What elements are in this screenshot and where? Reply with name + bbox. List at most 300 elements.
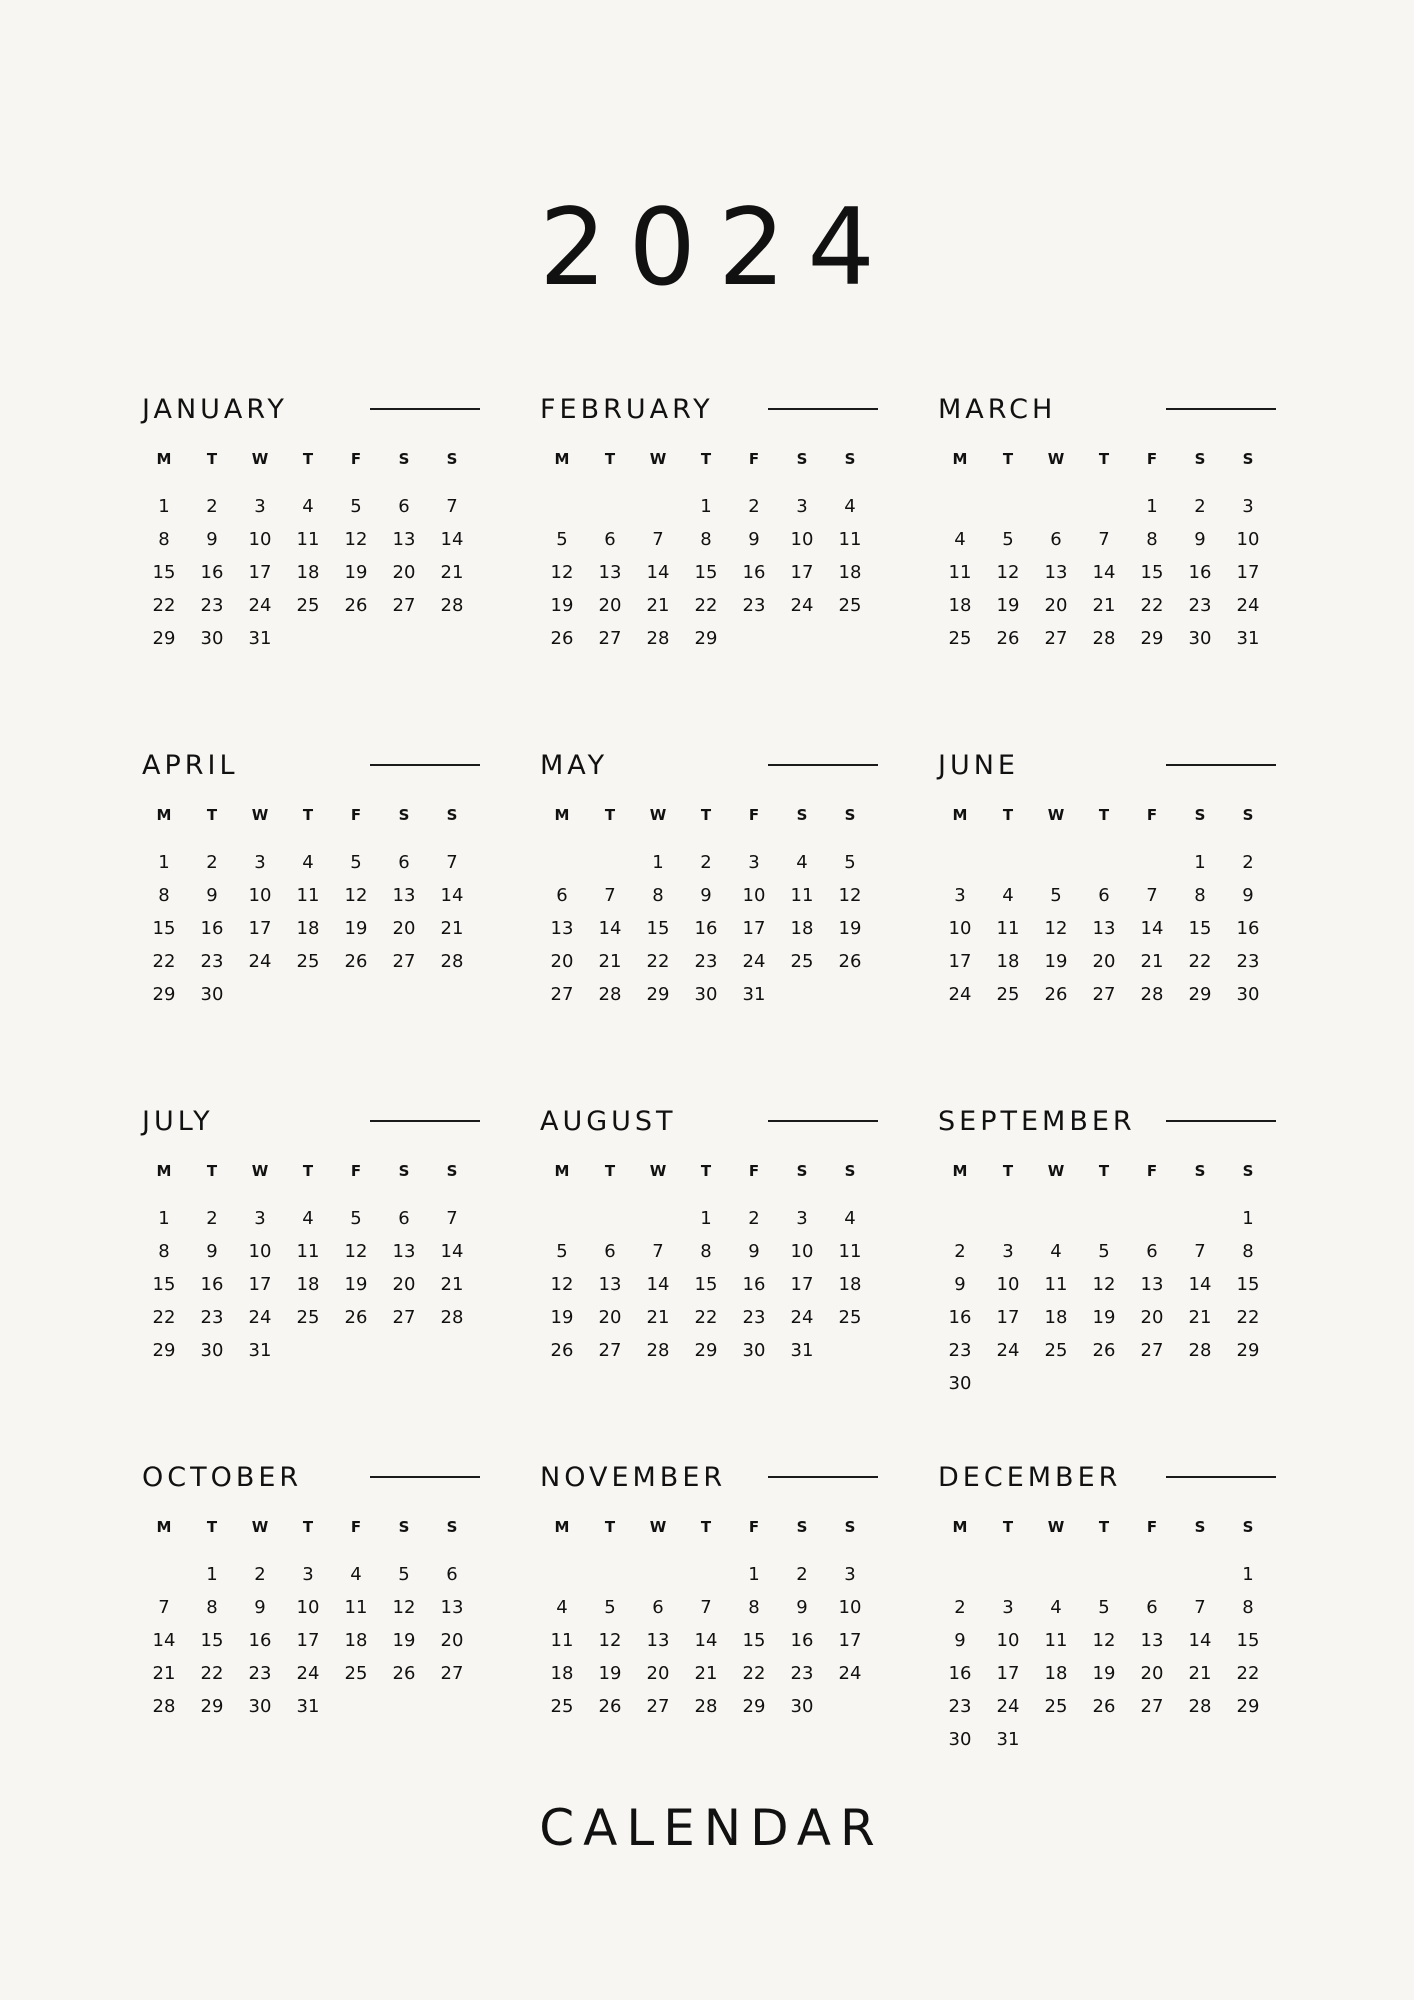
day-cell: 28	[694, 1696, 718, 1717]
day-cell: 22	[1140, 595, 1164, 616]
weekday-label: T	[206, 806, 218, 824]
day-cell: 12	[344, 529, 368, 550]
day-cell: 26	[838, 951, 862, 972]
day-cell: 4	[556, 1597, 568, 1618]
day-cell: 19	[838, 918, 862, 939]
day-cell: 5	[556, 529, 568, 550]
day-cell: 13	[550, 918, 574, 939]
day-cell: 25	[1044, 1696, 1068, 1717]
day-cell: 29	[152, 628, 176, 649]
day-cell: 5	[844, 852, 856, 873]
day-cell: 12	[550, 1274, 574, 1295]
day-cell: 20	[392, 1274, 416, 1295]
day-cell: 23	[1236, 951, 1260, 972]
day-cell: 20	[1044, 595, 1068, 616]
month-divider	[1166, 1120, 1276, 1122]
weekday-label: T	[604, 1518, 616, 1536]
day-cell: 16	[742, 562, 766, 583]
day-cell: 7	[652, 529, 664, 550]
day-cell: 3	[796, 496, 808, 517]
weekday-label: S	[398, 450, 410, 468]
day-cell: 29	[1188, 984, 1212, 1005]
month-header	[936, 746, 1276, 786]
days-grid	[936, 1558, 1276, 1756]
day-cell: 8	[158, 1241, 170, 1262]
day-cell: 21	[646, 1307, 670, 1328]
day-cell: 8	[158, 885, 170, 906]
day-cell: 9	[700, 885, 712, 906]
weekday-label: F	[748, 1162, 760, 1180]
weekday-label: W	[251, 806, 269, 824]
day-cell: 16	[200, 918, 224, 939]
month-november	[538, 1458, 878, 1814]
month-divider	[370, 1476, 480, 1478]
day-cell: 22	[200, 1663, 224, 1684]
day-cell: 27	[598, 1340, 622, 1361]
weekday-label: T	[604, 806, 616, 824]
weekday-label: T	[302, 1518, 314, 1536]
day-cell: 6	[398, 1208, 410, 1229]
day-cell: 21	[598, 951, 622, 972]
day-cell: 14	[646, 562, 670, 583]
day-cell: 13	[1092, 918, 1116, 939]
day-cell: 12	[392, 1597, 416, 1618]
day-cell: 30	[1188, 628, 1212, 649]
day-cell: 8	[206, 1597, 218, 1618]
day-cell: 27	[1092, 984, 1116, 1005]
weekday-label: F	[1146, 450, 1158, 468]
day-cell: 11	[1044, 1630, 1068, 1651]
days-grid	[538, 846, 878, 1011]
day-cell: 3	[302, 1564, 314, 1585]
day-cell: 4	[302, 496, 314, 517]
day-cell: 22	[152, 1307, 176, 1328]
day-cell: 1	[700, 496, 712, 517]
day-cell: 13	[440, 1597, 464, 1618]
day-cell: 28	[440, 951, 464, 972]
weekday-label: T	[1098, 450, 1110, 468]
day-cell: 17	[948, 951, 972, 972]
month-august	[538, 1102, 878, 1458]
day-cell: 18	[296, 562, 320, 583]
day-cell: 14	[598, 918, 622, 939]
day-cell: 5	[1050, 885, 1062, 906]
day-cell: 15	[1236, 1630, 1260, 1651]
day-cell: 23	[248, 1663, 272, 1684]
day-cell: 18	[838, 1274, 862, 1295]
day-cell: 11	[1044, 1274, 1068, 1295]
weekday-label: S	[796, 806, 808, 824]
day-cell: 13	[598, 1274, 622, 1295]
day-cell: 6	[652, 1597, 664, 1618]
day-cell: 9	[206, 529, 218, 550]
weekday-label: S	[1194, 1518, 1206, 1536]
weekday-label: F	[1146, 1162, 1158, 1180]
day-cell: 26	[550, 628, 574, 649]
weekday-label: F	[350, 1518, 362, 1536]
weekday-label: S	[844, 1162, 856, 1180]
day-cell: 28	[1092, 628, 1116, 649]
day-cell: 20	[440, 1630, 464, 1651]
day-cell: 6	[1050, 529, 1062, 550]
day-cell: 6	[398, 852, 410, 873]
day-cell: 12	[996, 562, 1020, 583]
day-cell: 16	[948, 1307, 972, 1328]
month-divider	[1166, 408, 1276, 410]
day-cell: 12	[1092, 1274, 1116, 1295]
day-cell: 10	[248, 885, 272, 906]
day-cell: 26	[344, 951, 368, 972]
day-cell: 27	[440, 1663, 464, 1684]
day-cell: 6	[1098, 885, 1110, 906]
day-cell: 9	[796, 1597, 808, 1618]
day-cell: 11	[296, 1241, 320, 1262]
weekday-label: M	[952, 450, 968, 468]
day-cell: 14	[1188, 1630, 1212, 1651]
day-cell: 13	[392, 885, 416, 906]
weekday-label: T	[1098, 1518, 1110, 1536]
weekday-label: S	[1242, 806, 1254, 824]
day-cell: 11	[948, 562, 972, 583]
day-cell: 7	[1194, 1597, 1206, 1618]
day-cell: 19	[344, 562, 368, 583]
weekday-label: S	[398, 1518, 410, 1536]
day-cell: 21	[440, 562, 464, 583]
day-cell: 18	[1044, 1663, 1068, 1684]
day-cell: 12	[838, 885, 862, 906]
weekday-label: S	[1194, 450, 1206, 468]
day-cell: 2	[206, 496, 218, 517]
day-cell: 16	[200, 1274, 224, 1295]
day-cell: 29	[1236, 1696, 1260, 1717]
day-cell: 27	[392, 951, 416, 972]
day-cell: 16	[248, 1630, 272, 1651]
day-cell: 2	[748, 1208, 760, 1229]
weekday-label: F	[350, 806, 362, 824]
weekday-label: W	[649, 806, 667, 824]
month-divider	[768, 408, 878, 410]
day-cell: 7	[446, 1208, 458, 1229]
day-cell: 24	[296, 1663, 320, 1684]
day-cell: 18	[948, 595, 972, 616]
day-cell: 16	[200, 562, 224, 583]
day-cell: 31	[790, 1340, 814, 1361]
day-cell: 4	[954, 529, 966, 550]
weekday-label: T	[1002, 450, 1014, 468]
month-may	[538, 746, 878, 1102]
day-cell: 1	[158, 1208, 170, 1229]
day-cell: 3	[254, 1208, 266, 1229]
day-cell: 27	[1044, 628, 1068, 649]
day-cell: 23	[742, 1307, 766, 1328]
month-header	[538, 746, 878, 786]
weekday-row	[538, 444, 878, 474]
day-cell: 15	[200, 1630, 224, 1651]
day-cell: 17	[790, 562, 814, 583]
weekday-row	[538, 1156, 878, 1186]
weekday-label: T	[604, 450, 616, 468]
day-cell: 21	[1092, 595, 1116, 616]
day-cell: 6	[604, 529, 616, 550]
day-cell: 23	[948, 1340, 972, 1361]
day-cell: 4	[844, 496, 856, 517]
day-cell: 5	[1098, 1597, 1110, 1618]
weekday-label: M	[554, 1518, 570, 1536]
day-cell: 10	[996, 1630, 1020, 1651]
day-cell: 24	[248, 951, 272, 972]
day-cell: 19	[1092, 1663, 1116, 1684]
day-cell: 21	[440, 1274, 464, 1295]
day-cell: 11	[838, 1241, 862, 1262]
day-cell: 7	[446, 496, 458, 517]
month-divider	[1166, 1476, 1276, 1478]
day-cell: 28	[152, 1696, 176, 1717]
days-grid	[140, 1558, 480, 1723]
day-cell: 22	[694, 1307, 718, 1328]
day-cell: 29	[694, 1340, 718, 1361]
day-cell: 26	[550, 1340, 574, 1361]
weekday-label: M	[952, 806, 968, 824]
day-cell: 19	[344, 918, 368, 939]
day-cell: 24	[996, 1340, 1020, 1361]
day-cell: 24	[790, 1307, 814, 1328]
day-cell: 27	[392, 595, 416, 616]
day-cell: 5	[1098, 1241, 1110, 1262]
month-divider	[370, 1120, 480, 1122]
month-name: JULY	[142, 1106, 214, 1137]
day-cell: 26	[1092, 1340, 1116, 1361]
weekday-label: M	[952, 1162, 968, 1180]
day-cell: 24	[248, 595, 272, 616]
day-cell: 13	[392, 529, 416, 550]
day-cell: 17	[838, 1630, 862, 1651]
day-cell: 28	[1140, 984, 1164, 1005]
day-cell: 22	[1236, 1663, 1260, 1684]
day-cell: 29	[200, 1696, 224, 1717]
month-name: AUGUST	[540, 1106, 677, 1137]
weekday-label: T	[1098, 1162, 1110, 1180]
day-cell: 26	[996, 628, 1020, 649]
day-cell: 16	[694, 918, 718, 939]
day-cell: 8	[1242, 1597, 1254, 1618]
day-cell: 4	[350, 1564, 362, 1585]
day-cell: 3	[1242, 496, 1254, 517]
day-cell: 20	[1140, 1663, 1164, 1684]
weekday-row	[140, 1156, 480, 1186]
day-cell: 11	[550, 1630, 574, 1651]
day-cell: 2	[206, 852, 218, 873]
day-cell: 18	[296, 918, 320, 939]
day-cell: 20	[392, 918, 416, 939]
weekday-label: T	[700, 1162, 712, 1180]
days-grid	[538, 1558, 878, 1723]
day-cell: 17	[996, 1663, 1020, 1684]
month-header	[538, 390, 878, 430]
day-cell: 14	[440, 1241, 464, 1262]
weekday-label: M	[554, 450, 570, 468]
weekday-label: S	[446, 1518, 458, 1536]
month-june	[936, 746, 1276, 1102]
day-cell: 2	[954, 1241, 966, 1262]
day-cell: 21	[646, 595, 670, 616]
day-cell: 6	[556, 885, 568, 906]
day-cell: 28	[598, 984, 622, 1005]
day-cell: 25	[838, 595, 862, 616]
day-cell: 1	[158, 496, 170, 517]
day-cell: 28	[646, 628, 670, 649]
day-cell: 26	[392, 1663, 416, 1684]
weekday-label: T	[604, 1162, 616, 1180]
day-cell: 5	[556, 1241, 568, 1262]
day-cell: 15	[152, 562, 176, 583]
month-divider	[370, 408, 480, 410]
weekday-label: F	[350, 1162, 362, 1180]
day-cell: 18	[550, 1663, 574, 1684]
day-cell: 3	[748, 852, 760, 873]
day-cell: 2	[206, 1208, 218, 1229]
day-cell: 20	[550, 951, 574, 972]
day-cell: 6	[1146, 1597, 1158, 1618]
day-cell: 23	[694, 951, 718, 972]
weekday-label: T	[206, 1518, 218, 1536]
day-cell: 21	[1140, 951, 1164, 972]
days-grid	[936, 1202, 1276, 1400]
weekday-row	[936, 1512, 1276, 1542]
weekday-label: M	[554, 1162, 570, 1180]
day-cell: 12	[550, 562, 574, 583]
day-cell: 13	[646, 1630, 670, 1651]
day-cell: 28	[440, 595, 464, 616]
weekday-label: F	[350, 450, 362, 468]
day-cell: 31	[742, 984, 766, 1005]
day-cell: 18	[790, 918, 814, 939]
day-cell: 22	[1188, 951, 1212, 972]
day-cell: 30	[694, 984, 718, 1005]
day-cell: 21	[440, 918, 464, 939]
weekday-label: W	[251, 450, 269, 468]
weekday-label: T	[700, 806, 712, 824]
day-cell: 30	[948, 1373, 972, 1394]
weekday-label: S	[1194, 806, 1206, 824]
weekday-label: M	[156, 1518, 172, 1536]
day-cell: 17	[790, 1274, 814, 1295]
day-cell: 9	[954, 1630, 966, 1651]
day-cell: 9	[748, 529, 760, 550]
day-cell: 14	[1140, 918, 1164, 939]
footer-title: CALENDAR	[539, 1799, 884, 1857]
day-cell: 14	[694, 1630, 718, 1651]
weekday-label: T	[206, 450, 218, 468]
weekday-label: T	[1002, 1518, 1014, 1536]
weekday-row	[140, 1512, 480, 1542]
day-cell: 29	[1236, 1340, 1260, 1361]
day-cell: 30	[948, 1729, 972, 1750]
day-cell: 18	[996, 951, 1020, 972]
day-cell: 30	[200, 628, 224, 649]
weekday-label: M	[156, 1162, 172, 1180]
day-cell: 21	[694, 1663, 718, 1684]
month-october	[140, 1458, 480, 1814]
weekday-label: T	[302, 450, 314, 468]
day-cell: 13	[598, 562, 622, 583]
day-cell: 30	[248, 1696, 272, 1717]
day-cell: 9	[954, 1274, 966, 1295]
weekday-label: M	[156, 450, 172, 468]
weekday-row	[538, 800, 878, 830]
day-cell: 25	[550, 1696, 574, 1717]
day-cell: 23	[200, 1307, 224, 1328]
day-cell: 8	[700, 1241, 712, 1262]
day-cell: 10	[948, 918, 972, 939]
month-name: APRIL	[142, 750, 239, 781]
day-cell: 25	[1044, 1340, 1068, 1361]
day-cell: 13	[1140, 1274, 1164, 1295]
day-cell: 15	[646, 918, 670, 939]
day-cell: 31	[248, 628, 272, 649]
month-header	[936, 1102, 1276, 1142]
day-cell: 10	[296, 1597, 320, 1618]
day-cell: 26	[344, 1307, 368, 1328]
weekday-label: S	[796, 1162, 808, 1180]
day-cell: 24	[996, 1696, 1020, 1717]
month-september	[936, 1102, 1276, 1458]
day-cell: 31	[248, 1340, 272, 1361]
month-march	[936, 390, 1276, 746]
day-cell: 20	[598, 595, 622, 616]
day-cell: 29	[742, 1696, 766, 1717]
day-cell: 25	[838, 1307, 862, 1328]
day-cell: 26	[598, 1696, 622, 1717]
month-name: MARCH	[938, 394, 1057, 425]
day-cell: 5	[604, 1597, 616, 1618]
month-header	[140, 1102, 480, 1142]
day-cell: 8	[158, 529, 170, 550]
day-cell: 17	[1236, 562, 1260, 583]
day-cell: 30	[200, 1340, 224, 1361]
day-cell: 1	[748, 1564, 760, 1585]
day-cell: 7	[604, 885, 616, 906]
day-cell: 20	[646, 1663, 670, 1684]
day-cell: 28	[1188, 1696, 1212, 1717]
month-july	[140, 1102, 480, 1458]
weekday-label: F	[748, 1518, 760, 1536]
weekday-row	[140, 800, 480, 830]
day-cell: 20	[598, 1307, 622, 1328]
day-cell: 27	[392, 1307, 416, 1328]
day-cell: 19	[550, 1307, 574, 1328]
month-header	[140, 1458, 480, 1498]
month-divider	[370, 764, 480, 766]
day-cell: 26	[1044, 984, 1068, 1005]
weekday-label: S	[844, 450, 856, 468]
day-cell: 25	[296, 1307, 320, 1328]
day-cell: 11	[344, 1597, 368, 1618]
month-name: JANUARY	[142, 394, 288, 425]
day-cell: 10	[996, 1274, 1020, 1295]
weekday-label: M	[554, 806, 570, 824]
day-cell: 19	[1092, 1307, 1116, 1328]
day-cell: 9	[748, 1241, 760, 1262]
day-cell: 6	[446, 1564, 458, 1585]
day-cell: 17	[742, 918, 766, 939]
day-cell: 12	[598, 1630, 622, 1651]
day-cell: 11	[296, 885, 320, 906]
day-cell: 1	[1194, 852, 1206, 873]
weekday-label: S	[1242, 1162, 1254, 1180]
weekday-label: T	[700, 1518, 712, 1536]
weekday-label: W	[1047, 1518, 1065, 1536]
day-cell: 29	[152, 984, 176, 1005]
